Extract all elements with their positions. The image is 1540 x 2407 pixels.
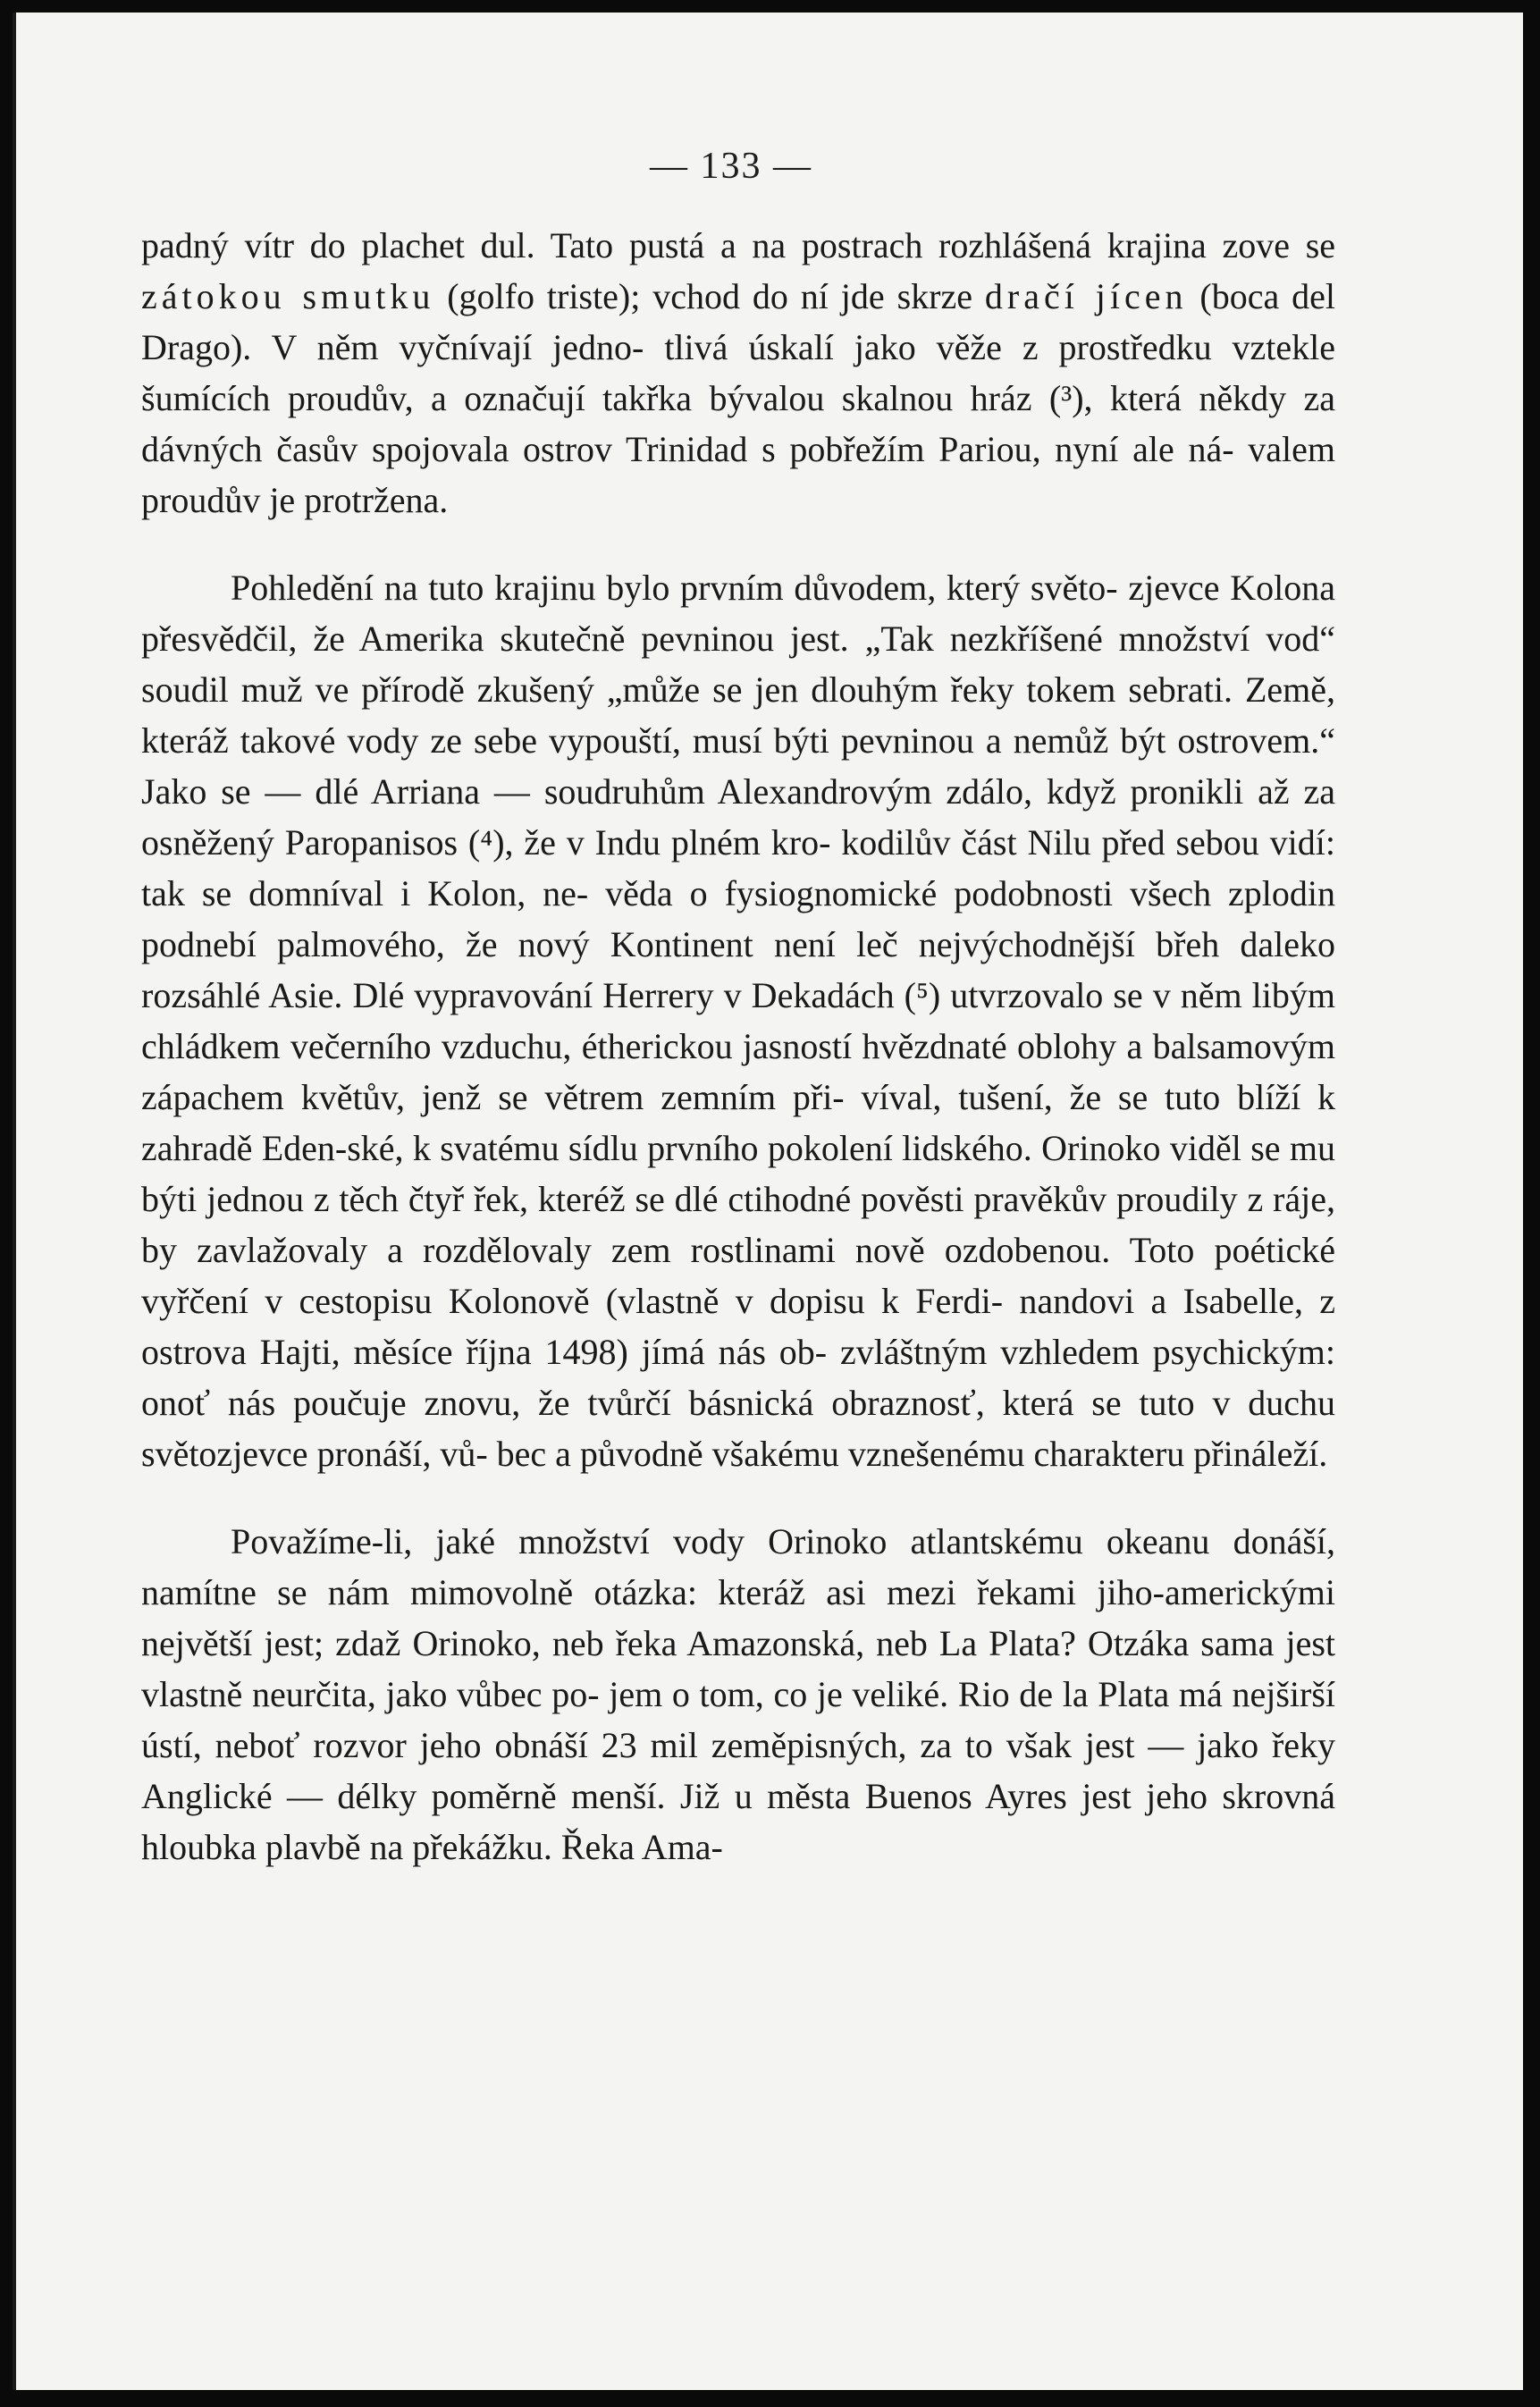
text-segment: pronikli až za osněžený Paropanisos (⁴), že v Indu plném kro- (141, 771, 1335, 863)
text-segment: Ayres jest jeho skrovná hloubka plavbě na překážku. Řeka Ama- (141, 1776, 1336, 1867)
text-line (497, 1434, 1328, 1474)
text-line (430, 720, 1335, 761)
paragraph (141, 220, 1335, 526)
text-segment: jiho-americkými největší jest; zdaž Orinoko, neb řeka Amazonská, (141, 1572, 1335, 1663)
text-segment: jem o tom, co je veliké. Rio de la Plata má nejširší ústí, neboť (141, 1674, 1336, 1765)
text-segment: ze sebe vypouští, musí býti pevninou a nemůž být ostrovem.“ (430, 720, 1335, 761)
text-segment: řeky Anglické — délky poměrně menší. Již u města Buenos (141, 1725, 1336, 1816)
text-line (141, 1230, 1194, 1270)
text-segment: (boca del Drago). V něm vyčnívají jedno- (141, 276, 1335, 367)
paragraph (141, 1516, 1335, 1873)
text-segment: se jen dlouhým řeky tokem sebrati. Země, kteráž takové vody (141, 669, 1336, 761)
text-segment: věda o fysiognomické podobnosti všech zplodin podnebí palmového, (141, 873, 1336, 964)
text-segment: libým chládkem večerního vzduchu, étherickou jasností hvězdnaté (141, 975, 1336, 1066)
text-segment: kodilův část Nilu před sebou vidí: tak se domníval i Kolon, ne- (141, 822, 1335, 913)
text-segment: čtyř řek, kteréž se dlé ctihodné pověsti pravěkův proudily z ráje, (408, 1179, 1335, 1219)
text-line (408, 1179, 1335, 1219)
text-segment: že nový Kontinent není leč nejvýchodnější břeh daleko rozsáhlé (141, 924, 1335, 1015)
book-page (13, 13, 1523, 2390)
text-segment: by zavlažovaly a rozdělovaly zem rostlinami nově ozdobenou. Toto (141, 1230, 1195, 1270)
text-line (231, 568, 1118, 608)
text-segment: označují takřka bývalou skalnou hráz (³), která někdy za dávných (141, 378, 1336, 469)
text-segment: víval, tušení, že se tuto blíží k zahradě Eden-ské, k svatému sídlu (141, 1077, 1335, 1168)
text-line (268, 975, 1242, 1015)
text-segment: valem proudův je protržena. (141, 429, 1335, 520)
text-segment: básnická obraznosť, která se tuto v duchu světozjevce pronáší, vů- (141, 1383, 1336, 1474)
text-segment: nezkříšené množství vod“ soudil muž ve přírodě zkušený „může (141, 619, 1335, 710)
text-line (231, 1521, 1209, 1561)
text-segment: prvního pokolení lidského. Orinoko viděl se mu býti jednou z těch (141, 1128, 1336, 1219)
text-segment: rozvor jeho obnáší 23 mil zeměpisných, za to však jest — jako (313, 1725, 1259, 1765)
text-segment: nandovi a Isabelle, z ostrova Hajti, měsíce října 1498) jímá nás ob- (141, 1281, 1336, 1372)
text-line (276, 429, 1233, 469)
text-segment: padný vítr do plachet dul. Tato pustá a na postrach rozhlášená (141, 225, 1092, 265)
text-segment: neb La Plata? Otzáka sama jest vlastně neurčita, jako vůbec po- (141, 1623, 1336, 1714)
text-segment: poétické vyřčení v cestopisu Kolonově (vlastně v dopisu k Ferdi- (141, 1230, 1335, 1321)
paragraph (141, 562, 1335, 1479)
text-segment: zvláštným vzhledem psychickým: onoť nás poučuje znovu, že tvůrčí (141, 1332, 1335, 1423)
text-segment: oblohy a balsamovým zápachem květův, jenž se větrem zemním při- (141, 1026, 1336, 1117)
text-segment: Asie. Dlé vypravování Herrery v Dekadách (⁵) utvrzovalo se v něm (268, 975, 1242, 1015)
text-segment: donáší, namítne se nám mimovolně otázka: kteráž asi mezi řekami (141, 1521, 1336, 1612)
text-segment: Jako se — dlé Arriana — soudruhům Alexandrovým zdálo, když (141, 771, 1116, 812)
spaced-emphasis-text: dračí jícen (984, 276, 1188, 316)
spaced-emphasis-text: zátokou smutku (141, 276, 435, 316)
text-line (313, 1725, 1258, 1765)
page-number: — 133 — (650, 146, 812, 187)
text-segment: krajina zove se (1107, 225, 1336, 265)
text-segment: tlivá úskalí jako věže z prostředku vztekle šumících proudův, a (141, 327, 1336, 418)
text-segment: Považíme-li, jaké množství vody Orinoko atlantskému okeanu (231, 1521, 1210, 1561)
text-segment: (golfo triste); vchod do ní jde (434, 276, 885, 316)
text-segment: zjevce Kolona přesvědčil, že Amerika skutečně pevninou jest. „Tak (141, 568, 1336, 659)
text-segment: Pohledění na tuto krajinu bylo prvním důvodem, který světo- (231, 568, 1118, 608)
text-segment: bec a původně všakému vznešenému charakteru přináleží. (496, 1434, 1328, 1474)
text-segment: časův spojovala ostrov Trinidad s pobřežím Pariou, nyní ale ná- (276, 429, 1234, 469)
text-line (141, 771, 1116, 812)
text-segment: skrze (896, 276, 985, 316)
text-line (141, 225, 1091, 265)
body-text (141, 220, 1335, 1873)
